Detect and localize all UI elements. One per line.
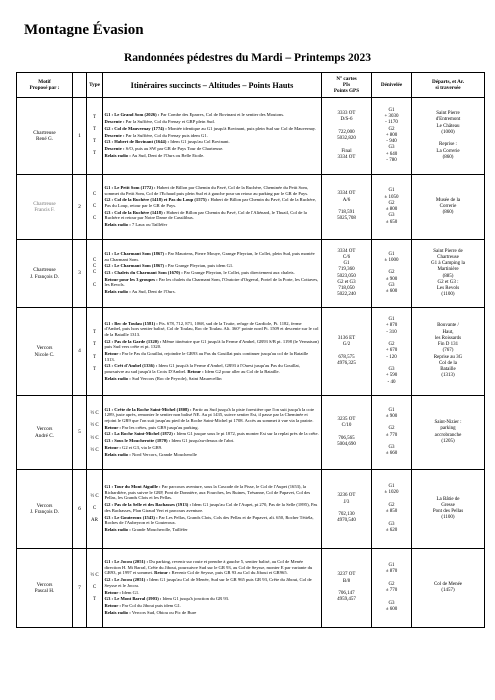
motif-cell: Chartreuse J. François D. [17,240,73,308]
motif-cell: Chartreuse Francis F. [17,175,73,240]
itinerary-line: Relais radio : Vercors Sud, Obiou ou Pic de Bure [104,609,197,615]
itinerary-line: Relais radio : Nord Vercors, Grande Moucherolle [104,451,197,457]
row-number: 4 [73,308,87,396]
itinerary-line: Retour : Par Col du Jiboui puis idem G1. [104,603,182,609]
itinerary-line: Relais radio : 7 Laux ou Tailléfer [104,222,168,228]
hikes-table [16,72,485,628]
itinerary-line: G3 : Chalets du Charmant Som (1670) : Par Grange Pleyrian, le Collet, puis directement aux chalets. [104,270,295,276]
itinerary-line: Relais radio : Sud Vercors (Roc de Peyrole), Saint Maurecellin [104,375,222,381]
itinerary-line: G2 : Le Jocou (2051) : Idem G1 jusqu'au Col de Menée, Sud sur le GR 965 puis GR 93, Crête du Jiboui, Col de Seysse et le Jocou. [104,577,312,588]
itinerary-line: G1 : Le Grand Som (2026) : Par Combe des Eparres, Col de Bovinant et le sentier des Moutons. [104,112,285,118]
itinerary-line: Retour : Idem G1. [104,589,140,595]
itinerary-line: G3 : Le Mont Barral (1903) : Idem G1 jusqu'à jonction du GR 93. [104,596,230,602]
departs-cell: Saint Pierre de Chartreuse G1 à Camping la Martinière (885) G2 et G3 : Les Revols (1100) [412,240,485,308]
table-header-row [17,73,485,98]
departs-cell: Saint Pierre d'Entremont Le Château (1000) Reprise : La Correrie (860) [412,98,485,175]
header-type: Type [87,73,103,98]
denivele-cell: G1 ± 1050 G2 ± 800 G3 ± 650 [372,175,412,240]
table-row [17,308,485,396]
denivele-cell: G1 + 870 - 310 G2 + 670 - 120 G3 + 590 - 40 [372,308,412,396]
type-cell: C C C [87,175,103,240]
table-row [17,175,485,240]
motif-cell: Vercors J. François D. [17,470,73,549]
type-cell: ½ C C T [87,549,103,628]
header-itineraires: Itinéraires succincts – Altitudes – Points Hauts [103,73,322,98]
row-number: 3 [73,240,87,308]
itinerary-cell [103,396,322,470]
denivele-cell: G1 ± 1000 G2 ± 900 G3 ± 600 [372,240,412,308]
motif-cell: Chartreuse René G. [17,98,73,175]
row-number: 2 [73,175,87,240]
itinerary-line: Relais radio : Au Sud, Dent de l'Ours ou Belle Etoile. [104,152,205,158]
itinerary-line: G2 : Pas de la Selle et des Bachasses (1913) : Idem G1 jusqu'au Col de l'Aupet, pt 270, Pas de la Selle (1895), Pas des Bachasses, Plan Giraud Vert et parcours aventure. [104,502,318,513]
itinerary-line: G2 : Le Charmant Som (1867) : Par Grange Pleyrian, puis idem G1. [104,263,234,269]
cartes-cell: 3334 OT C/6 G1 719,360 5023,050 G2 et G3 718,050 5022,240 [322,240,372,308]
itinerary-cell [103,98,322,175]
itinerary-line: G2 : Col de Mauvernay (1774) : Montée identique au G1 jusqu'à Bovinant, puis plein Sud sur Col de Mauvernay. [104,125,316,131]
denivele-cell: G1 ± 900 G2 ± 770 G3 ± 660 [372,396,412,470]
itinerary-line: G1 : Crête de la Roche Saint-Michel (1808) : Partir au Sud jusqu'à la piste forestière que l'on suit jusqu'à la cote 1289, juste après, remonter le sentier non balisé NE. Au pt 1435, suivre sentier Est, il passe par la Cheminée et rejoint le GR9 que l'on suit jusqu'au pied de la Roche Saint-Michel pt 1708. Accès au sommet à vue via la prairie. [104,406,315,423]
itinerary-line: Retour pour les 3 groupes : Par les chalets du Charmant Som, l'Oratoire d'Orgeval, Portel de la Porte, les Cottaves, les Revols. [104,276,319,288]
itinerary-line: G1 : Le Petit Som (1772) : Habert de Billon par Chemin du Pavé, Col de la Ruchère, Cheminée du Petit Som, sommet du Petit Som, Col de l'Echaud puis plein Sud et à gauche pour un retour au parking par le GR de Pays. [104,185,309,196]
type-cell: T T T T [87,308,103,396]
table-row [17,240,485,308]
itinerary-line: Relais radio : Grande Moucherolle, Tailléfer [104,526,188,532]
organization-name: Montagne Évasion [24,22,144,38]
itinerary-line: G3 : Sous le Moucherotte (1870) : Idem G1 jusqu'au-dessus de l'abri. [104,438,235,444]
type-cell: C C C C [87,240,103,308]
itinerary-line: G1 : Le Charmant Som (1867) : Par Mauriens, Pierre Mouye, Grange Pleyrian, le Collet, plein Sud, puis montée au Charmant Som. [104,250,315,262]
header-cartes: N° cartes PIs Points GPS [322,73,372,98]
type-cell: ½ C ½ C ½ C ½ C [87,396,103,470]
row-number: 7 [73,549,87,628]
header-motif: Motif Proposé par : [17,73,73,98]
header-denivele: Dénivelée [372,73,412,98]
table-row [17,396,485,470]
departs-cell: La Bâtie de Gresse Pont des Pellas (1100) [412,470,485,549]
departs-cell: Saint-Nizier : parking accrobranche (1205) [412,396,485,470]
itinerary-line: G3 : Col de la Ruchère (1418) : Habert de Billon par Chemin du Pavé, Col de l'Aliénard, le Thuzil, Col de la Ruchère et retour par Notre Dame de Cassilibus. [104,209,307,221]
itinerary-cell [103,470,322,549]
itinerary-cell [103,308,322,396]
table-row [17,549,485,628]
cartes-cell: 3136 ET G/2 678,575 4976,325 [322,308,372,396]
itinerary-line: G1 : Le Jocou (2051) : Du parking, revenir sur route et prendre à gauche 5, sentier balisé, au Col de Menée direction H. Mt Barral, Crête du Jiboui, poursuivre Sud sur le GR 93, au Col de Seysse, monter E par variante du GR93, pt 1997 et sommet. Retour : Revenir Col de Seysse, puis GR 93 au Col du Jiboui et GR965. [104,559,313,576]
itinerary-cell [103,240,322,308]
itinerary-line: Retour : Par le Pas du Gouillat, rejoindre le GR93 au Pas du Gouillat puis continuer jusqu'au col de la Bataille 1313. [104,350,309,362]
itinerary-line: Retour : Par les crêtes, puis GR9 jusqu'au parking. [104,424,199,430]
departs-cell: Bouvante / Haut, les Roissards Fin D 131 (767) Reprise au 3G Col de la Bataille (1313) [412,308,485,396]
itinerary-line: Descente : S/O, puis au SW par GR de Pays Tour de Chartreuse. [104,146,224,152]
itinerary-line: G2 : La Roche Saint-Michel (1872) : Idem G1 jusque sous le pt 1872, puis monter Est sur la replat près de la crête. [104,431,319,437]
itinerary-line: Descente : Par la Suffière, Col du Frenay puis idem G1. [104,132,208,138]
itinerary-line: G1 : Bec de Toulau (1581) : Pts. 678, 712, 871, 1068, sud de la Truite, refuge de Gardiole, Pt. 1182, ferme d'Ambel, puis hors sentier balisé, Col de Toulau, Roc de Toulau. Alt. 360° pointe nord Pt. 1509 et descente sur le col de la Bataille 1313. [104,320,319,337]
itinerary-line: G1 : Tour du Mont Aiguille : Par parcours aventure, sous la Cascade de la Pisse, le Col de l'Aupet (1653), la Richardière, puis suivre le GRP, Pont de Donnière, aux Fourches, les Ruines, Trésanne, Col de Papavet, Col des Pellas, les Grands Clots et les Pellas. [104,484,311,501]
itinerary-line: G3 : Crêt d'Ambel (1336) : Idem G1 jusqu'à la Ferme d'Ambel, GR93 à l'Ouest jusqu'au Pas du Gouillat, poursuivre au sud jusqu'à la Croix D'Ambel. Retour : Idem G2 pour aller au Col de la Bataille. [104,363,300,374]
denivele-cell: G1 + 3030 - 1170 G2 + 800 - 940 G3 + 640 - 780 [372,98,412,175]
type-cell: T T T T [87,98,103,175]
itinerary-cell [103,549,322,628]
motif-cell: Vercors Nicole C. [17,308,73,396]
table-row [17,470,485,549]
cartes-cell: 3333 OT D/S-6 722,000 5032,820 Final 3334 OT [322,98,372,175]
row-number: 6 [73,470,87,549]
type-cell: ½ C C AR [87,470,103,549]
document-title: Randonnées pédestres du Mardi – Printemps 2023 [123,52,372,64]
table-body [17,98,485,628]
itinerary-line: G2 : Col de la Ruchère (1418) et Pas du Loup (1575) : Habert de Billon par Chemin du Pavé, Col de la Ruchère, Pas du Loup, retour par le GR de Pays. [104,197,317,209]
table-row [17,98,485,175]
cartes-cell: 3236 OT J/3 702,130 4970,540 [322,470,372,549]
cartes-cell: 3237 OT B/8 706,147 4959,457 [322,549,372,628]
itinerary-line: Retour : G2 et G3, via le GR9. [104,444,163,450]
denivele-cell: G1 ± 870 G2 ± 770 G3 ± 600 [372,549,412,628]
itinerary-line: Relais radio : Au Sud, Dent de l'Ours. [104,289,176,295]
header-number [73,73,87,98]
header-departs: Départs, et Ar. si traversée [412,73,485,98]
itinerary-line: G3 : Habert de Bovinant (1644) : Idem G1 jusqu'au Col Bovinant. [104,139,230,145]
itinerary-cell [103,175,322,240]
departs-cell: Musée de la Correrie (860) [412,175,485,240]
itinerary-line: Descente : Par la Suffière, Col du Frenay et GRP plein Sud. [104,119,215,125]
cartes-cell: 3235 OT C/10 706,565 5004,690 [322,396,372,470]
itinerary-line: G2 : Pas de la Garde (1320) : Même itinéraire que G1 jusqu'à la Ferme d'Ambel, GR93 S/B pt. 1198 (le Vernaison) puis Sud vers crête et pt. 1320. [104,338,319,350]
row-number: 5 [73,396,87,470]
denivele-cell: G1 ± 1020 G2 ± 850 G3 ± 620 [372,470,412,549]
itinerary-line: G3 : Le Gouteroux (1543) : Par Les Pellas, Grands Clots, Cols des Pellas et de Papavet, alt. 650, Rocher Tétiéla, Roches de l'Aubeyron et le Gouteroux. [104,514,314,526]
motif-cell: Vercors Pascal H. [17,549,73,628]
cartes-cell: 3334 OT A/6 718,591 5025,708 [322,175,372,240]
departs-cell: Col de Menée (1457) [412,549,485,628]
row-number: 1 [73,98,87,175]
motif-cell: Vercors André C. [17,396,73,470]
